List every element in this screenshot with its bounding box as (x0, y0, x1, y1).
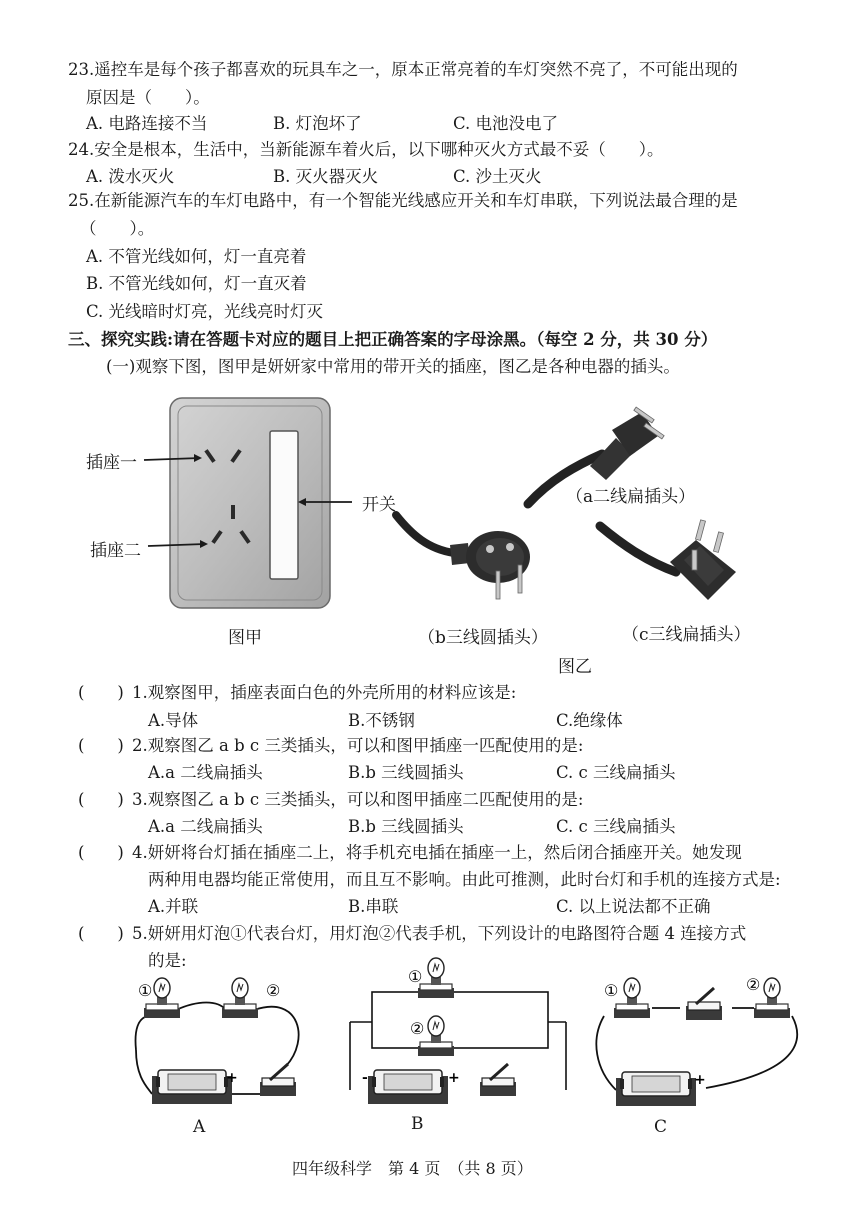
label-switch: 开关 (362, 495, 396, 515)
q24-option-b: B. 灭火器灭火 (273, 167, 379, 186)
subq3-text: 3.观察图乙 a b c 三类插头，可以和图甲插座二匹配使用的是: (132, 790, 584, 809)
subq4-bracket: ( ) (78, 843, 124, 862)
subq3-bracket: ( ) (78, 790, 124, 809)
circuit-b-switch (480, 1064, 516, 1096)
q24-option-c: C. 沙土灭火 (453, 167, 542, 186)
circuit-c-marker-1: ① (604, 981, 619, 1000)
q25-text-line2: （ ）。 (80, 219, 155, 238)
circuit-a-switch (260, 1064, 296, 1096)
subq1-option-a: A.导体 (148, 711, 199, 730)
subq2-option-c: C. c 三线扁插头 (556, 763, 676, 782)
circuit-label-c: C (654, 1117, 668, 1137)
subq3-option-c: C. c 三线扁插头 (556, 817, 676, 836)
plug-b-image (392, 505, 562, 615)
q23-option-a: A. 电路连接不当 (86, 114, 208, 133)
circuit-a-bulb-2 (222, 978, 258, 1018)
circuit-b-minus: - (362, 1070, 368, 1086)
plug-a-label: （a二线扁插头） (566, 487, 696, 507)
circuit-label-a: A (193, 1117, 206, 1137)
subq2-bracket: ( ) (78, 736, 124, 755)
circuit-label-b: B (411, 1114, 424, 1134)
subq5-bracket: ( ) (78, 924, 124, 943)
plug-c-label: （c三线扁插头） (622, 625, 751, 645)
section3-title: 三、探究实践:请在答题卡对应的题目上把正确答案的字母涂黑。（每空 2 分，共 30 分） (68, 330, 718, 349)
circuit-c-plus: + (694, 1072, 706, 1088)
subq1-option-c: C.绝缘体 (556, 711, 623, 730)
q23-text-line1: 23.遥控车是每个孩子都喜欢的玩具车之一，原本正常亮着的车灯突然不亮了，不可能出现的 (68, 60, 738, 79)
subq4-option-c: C. 以上说法都不正确 (556, 897, 711, 916)
label-socket-two: 插座二 (90, 541, 141, 561)
q23-option-b: B. 灯泡坏了 (273, 114, 362, 133)
subq3-option-a: A.a 二线扁插头 (148, 817, 263, 836)
circuit-c-bulb-1 (614, 978, 650, 1018)
circuit-c-battery (616, 1072, 696, 1106)
subq4-option-b: B.串联 (348, 897, 399, 916)
subq4-option-a: A.并联 (148, 897, 199, 916)
q24-text: 24.安全是根本，生活中，当新能源车着火后，以下哪种灭火方式最不妥（ ）。 (68, 140, 664, 159)
q24-option-a: A. 泼水灭火 (86, 167, 175, 186)
plug-c-image (596, 510, 756, 620)
subq3-option-b: B.b 三线圆插头 (348, 817, 464, 836)
plug-b-label: （b三线圆插头） (418, 628, 548, 648)
q25-option-b: B. 不管光线如何，灯一直灭着 (86, 274, 307, 293)
circuit-b-plus: + (448, 1070, 460, 1086)
circuit-b-marker-2: ② (410, 1019, 425, 1038)
q25-option-c: C. 光线暗时灯亮，光线亮时灯灭 (86, 302, 324, 321)
circuit-b-bulb-1 (418, 958, 454, 998)
subq1-bracket: ( ) (78, 683, 124, 702)
circuit-b-marker-1: ① (408, 967, 423, 986)
page-footer: 四年级科学 第 4 页 （共 8 页） (292, 1159, 533, 1178)
caption-jia: 图甲 (228, 628, 262, 648)
section3-intro: (一)观察下图，图甲是妍妍家中常用的带开关的插座，图乙是各种电器的插头。 (106, 357, 680, 376)
subq4-text: 4.妍妍将台灯插在插座二上，将手机充电插在插座一上，然后闭合插座开关。她发现 (132, 843, 742, 862)
circuit-a-battery (152, 1070, 232, 1104)
subq5-text2: 的是: (148, 951, 187, 970)
subq2-option-a: A.a 二线扁插头 (148, 763, 263, 782)
q23-option-c: C. 电池没电了 (453, 114, 559, 133)
q25-text-line1: 25.在新能源汽车的车灯电路中，有一个智能光线感应开关和车灯串联，下列说法最合理的是 (68, 191, 738, 210)
circuit-c-marker-2: ② (746, 975, 761, 994)
q23-text-line2: 原因是（ ）。 (86, 88, 210, 107)
caption-yi: 图乙 (558, 657, 592, 677)
circuit-a-plus: + (226, 1070, 238, 1086)
subq5-text: 5.妍妍用灯泡①代表台灯，用灯泡②代表手机，下列设计的电路图符合题 4 连接方式 (132, 924, 747, 943)
subq4-text2: 两种用电器均能正常使用，而且互不影响。由此可推测，此时台灯和手机的连接方式是: (148, 870, 781, 889)
circuit-a-marker-1: ① (138, 981, 153, 1000)
label-socket-one: 插座一 (86, 453, 137, 473)
subq1-text: 1.观察图甲，插座表面白色的外壳所用的材料应该是: (132, 683, 517, 702)
q25-option-a: A. 不管光线如何，灯一直亮着 (86, 247, 307, 266)
circuit-diagrams (0, 960, 860, 1120)
circuit-b-battery (368, 1070, 448, 1104)
circuit-c-switch (686, 988, 722, 1020)
subq1-option-b: B.不锈钢 (348, 711, 415, 730)
subq2-text: 2.观察图乙 a b c 三类插头，可以和图甲插座一匹配使用的是: (132, 736, 584, 755)
subq2-option-b: B.b 三线圆插头 (348, 763, 464, 782)
circuit-a-marker-2: ② (266, 981, 281, 1000)
